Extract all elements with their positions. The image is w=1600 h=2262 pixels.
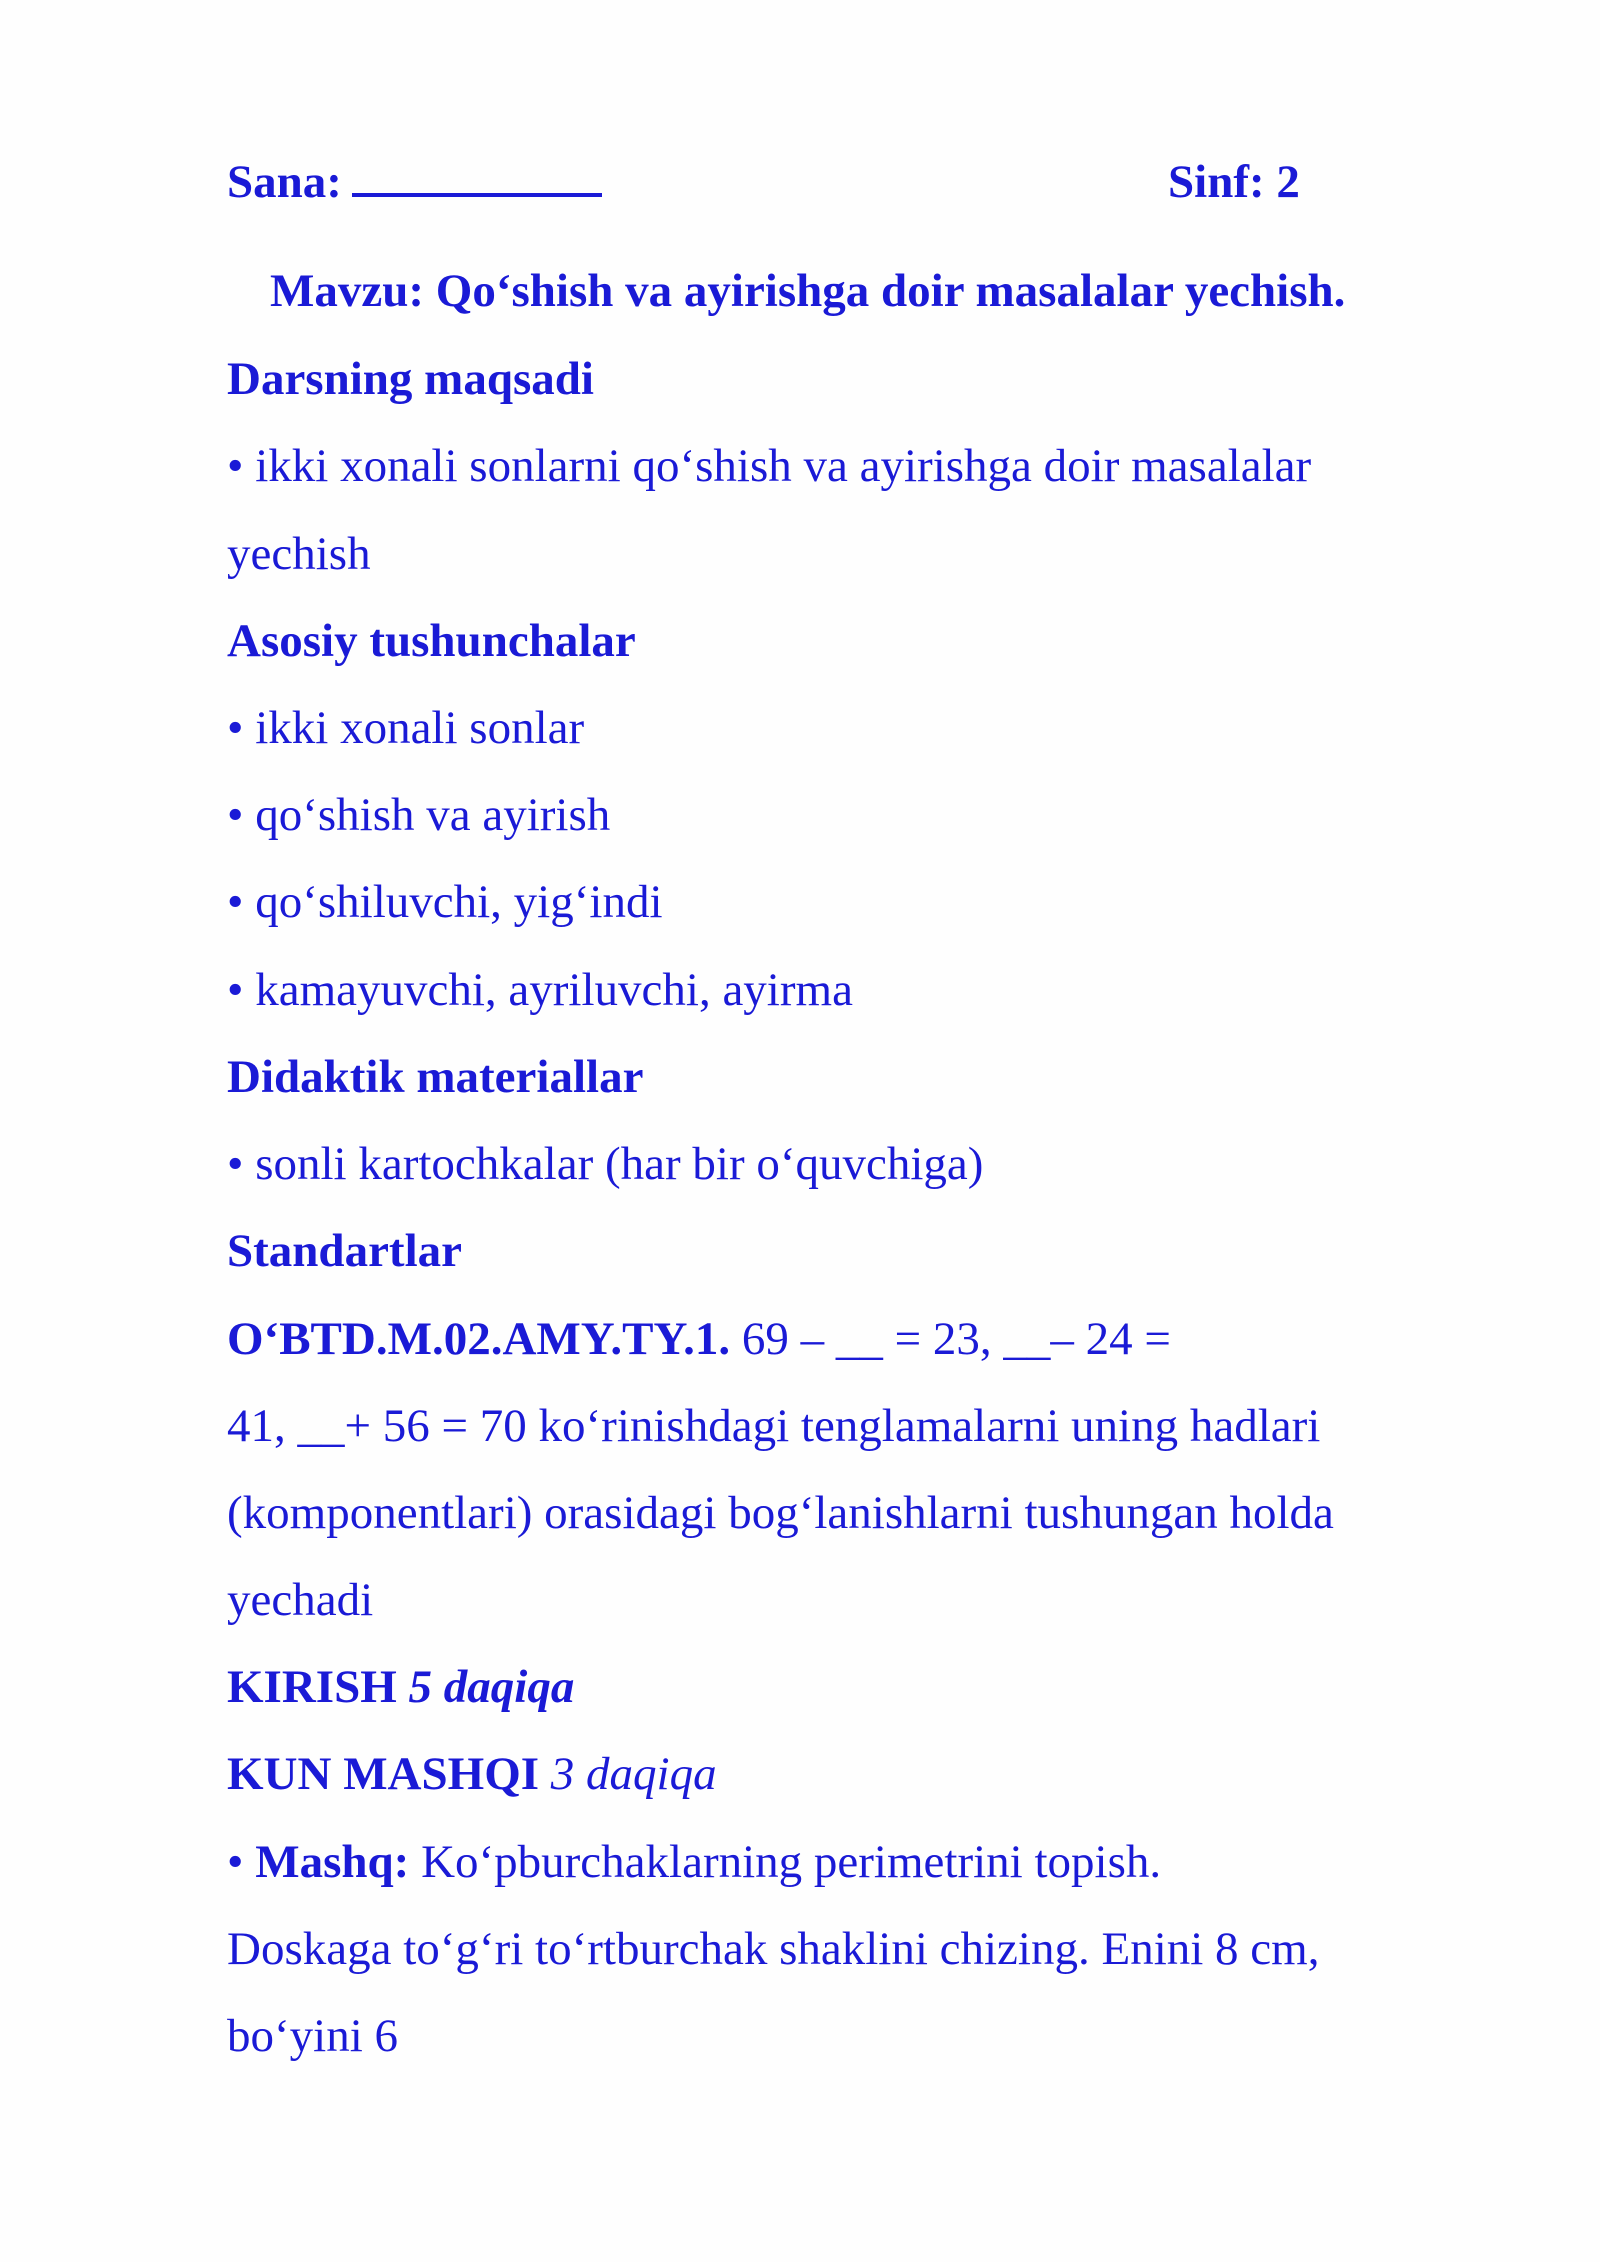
standard-code: O‘BTD.M.02.AMY.TY.1.: [227, 1313, 731, 1365]
daily-exercise-section: [227, 1744, 717, 1804]
materials-heading: Didaktik materiallar: [227, 1051, 644, 1103]
material-item: • sonli kartochkalar (har bir o‘quvchiga): [227, 1138, 984, 1190]
intro-section: [227, 1657, 574, 1717]
date-label: Sana:: [227, 156, 342, 208]
objective-heading: Darsning maqsadi: [227, 353, 594, 405]
date-field: [227, 152, 602, 212]
exercise-bullet: •: [227, 1836, 256, 1888]
concepts-heading: Asosiy tushunchalar: [227, 615, 636, 667]
concept-item: • qo‘shiluvchi, yig‘indi: [227, 876, 663, 928]
concept-item: • qo‘shish va ayirish: [227, 789, 611, 841]
objective-item-line-2: yechish: [227, 528, 371, 580]
class-label: Sinf: 2: [1168, 156, 1300, 208]
standard-equations: 69 – __ = 23, __– 24 =: [730, 1313, 1171, 1365]
standards-heading: Standartlar: [227, 1225, 462, 1277]
date-blank-line: [352, 155, 602, 197]
intro-label: KIRISH: [227, 1661, 397, 1713]
exercise-duration: 3 daqiqa: [539, 1748, 717, 1800]
objective-item-line-1: • ikki xonali sonlarni qo‘shish va ayirishga doir masalalar: [227, 440, 1312, 492]
standard-line-4: yechadi: [227, 1574, 374, 1626]
exercise-task-line-3: bo‘yini 6: [227, 2010, 399, 2062]
exercise-label: KUN MASHQI: [227, 1748, 540, 1800]
lesson-title: Mavzu: Qo‘shish va ayirishga doir masalalar yechish.: [270, 265, 1346, 317]
exercise-task-label: Mashq:: [255, 1836, 410, 1888]
intro-duration: 5 daqiqa: [396, 1661, 575, 1713]
standard-line-2: 41, __+ 56 = 70 ko‘rinishdagi tenglamalarni uning hadlari: [227, 1400, 1321, 1452]
standard-line-1: [227, 1309, 1171, 1369]
exercise-task-text: Ko‘pburchaklarning perimetrini topish.: [409, 1836, 1162, 1888]
exercise-task-line-1: [227, 1832, 1161, 1892]
standard-line-3: (komponentlari) orasidagi bog‘lanishlarni tushungan holda: [227, 1487, 1334, 1539]
concept-item: • ikki xonali sonlar: [227, 702, 585, 754]
concept-item: • kamayuvchi, ayriluvchi, ayirma: [227, 964, 853, 1016]
exercise-task-line-2: Doskaga to‘g‘ri to‘rtburchak shaklini chizing. Enini 8 cm,: [227, 1923, 1320, 1975]
